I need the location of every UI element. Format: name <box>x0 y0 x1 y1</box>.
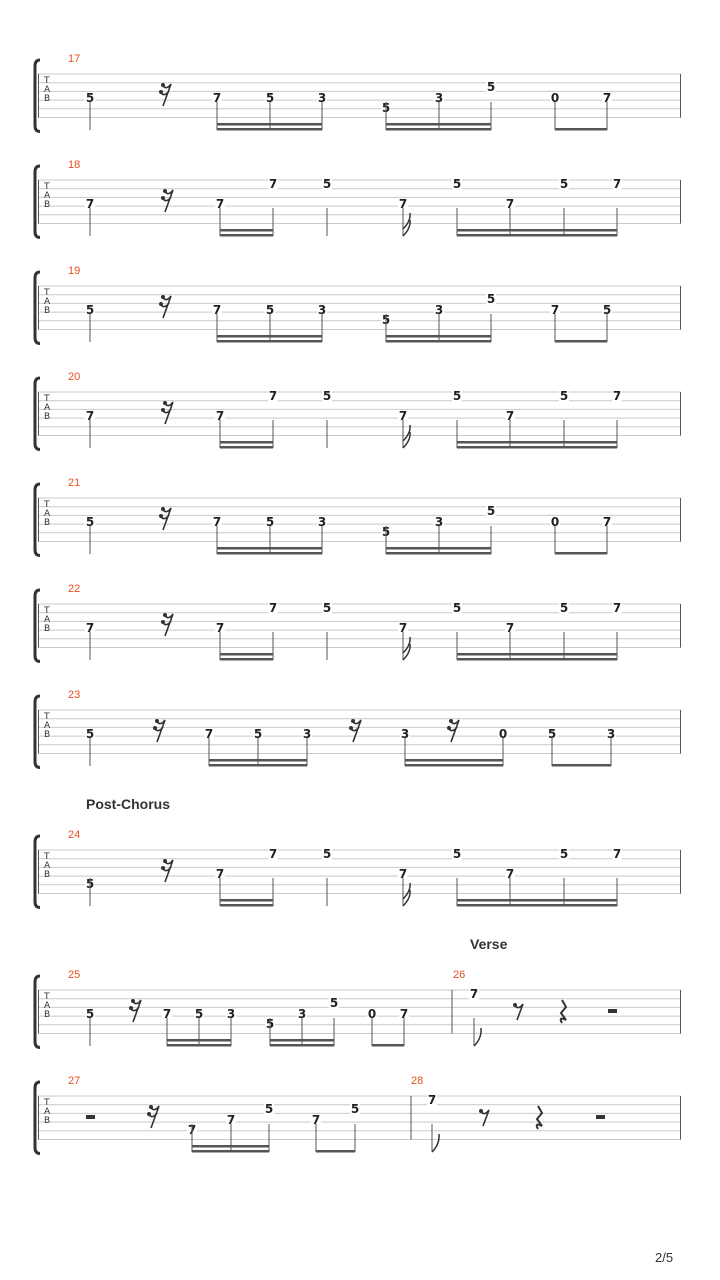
fret-number: 7 <box>427 1093 437 1107</box>
fret-number: 5 <box>265 1017 275 1031</box>
fret-number: 5 <box>559 601 569 615</box>
sixteenth-rest <box>161 296 171 318</box>
fret-number: 7 <box>212 91 222 105</box>
tab-system <box>35 159 681 238</box>
measure-number: 23 <box>68 689 81 701</box>
beam <box>220 234 273 237</box>
beam <box>457 234 617 237</box>
measure-number: 19 <box>68 265 81 277</box>
fret-number: 5 <box>253 727 263 741</box>
beam <box>270 1044 334 1047</box>
measure-number: 17 <box>68 53 81 65</box>
fret-number: 5 <box>329 996 339 1010</box>
fret-number: 5 <box>559 847 569 861</box>
tab-clef-letter: A <box>44 1107 51 1117</box>
measure-number: 26 <box>453 969 466 981</box>
beam <box>457 653 617 656</box>
beam <box>192 1145 269 1148</box>
fret-number: 3 <box>606 727 616 741</box>
beam <box>167 1039 231 1042</box>
fret-number: 0 <box>498 727 508 741</box>
tab-system <box>35 583 681 662</box>
fret-number: 3 <box>226 1007 236 1021</box>
fret-number: 0 <box>550 91 560 105</box>
beam <box>220 446 273 449</box>
tab-clef-letter: T <box>44 500 50 510</box>
fret-number: 5 <box>322 601 332 615</box>
beam <box>457 446 617 449</box>
beam <box>217 547 322 550</box>
fret-number: 5 <box>85 1007 95 1021</box>
tab-clef-letter: T <box>44 288 50 298</box>
half-rest <box>596 1115 605 1119</box>
tab-clef-letter: T <box>44 182 50 192</box>
fret-number: 5 <box>264 1102 274 1116</box>
fret-number: 7 <box>505 197 515 211</box>
beam <box>386 123 491 126</box>
page-number: 2/5 <box>655 1250 674 1265</box>
section-label: Post-Chorus <box>86 796 170 812</box>
fret-number: 5 <box>486 292 496 306</box>
quarter-rest <box>537 1106 542 1129</box>
fret-number: 7 <box>204 727 214 741</box>
tab-clef-letter: T <box>44 992 50 1002</box>
sixteenth-rest <box>449 720 459 742</box>
quarter-rest <box>561 1000 566 1023</box>
beam <box>386 340 491 343</box>
beam <box>192 1150 269 1153</box>
tab-clef-letter: B <box>44 730 51 740</box>
beam <box>552 764 611 767</box>
beam <box>220 229 273 232</box>
fret-number: 5 <box>194 1007 204 1021</box>
fret-number: 7 <box>505 409 515 423</box>
beam <box>217 340 322 343</box>
rest-dot <box>163 189 167 193</box>
measure-number: 28 <box>411 1075 424 1087</box>
measure-number: 21 <box>68 477 81 489</box>
fret-number: 5 <box>559 389 569 403</box>
system-bracket <box>35 484 40 556</box>
beam <box>457 904 617 907</box>
fret-number: 5 <box>265 515 275 529</box>
fret-number: 5 <box>452 601 462 615</box>
measure-number: 27 <box>68 1075 81 1087</box>
fret-number: 7 <box>311 1113 321 1127</box>
system-bracket <box>35 976 40 1048</box>
rest-dot <box>161 83 165 87</box>
tab-system <box>35 969 681 1048</box>
fret-number: 7 <box>215 409 225 423</box>
fret-number: 5 <box>265 91 275 105</box>
beam <box>457 229 617 232</box>
beam <box>457 441 617 444</box>
rest-dot <box>159 90 163 94</box>
fret-number: 7 <box>215 197 225 211</box>
fret-number: 7 <box>612 601 622 615</box>
tab-system <box>35 477 681 556</box>
fret-number: 7 <box>215 621 225 635</box>
tab-clef-letter: A <box>44 721 51 731</box>
fret-number: 7 <box>612 177 622 191</box>
measure-number: 18 <box>68 159 81 171</box>
fret-number: 7 <box>612 847 622 861</box>
fret-number: 5 <box>486 80 496 94</box>
rest-dot <box>159 302 163 306</box>
fret-number: 7 <box>612 389 622 403</box>
rest-dot <box>479 1109 483 1113</box>
beam <box>270 1039 334 1042</box>
beam <box>457 658 617 661</box>
rest-dot <box>131 999 135 1003</box>
fret-number: 5 <box>381 525 391 539</box>
rest-dot <box>513 1003 517 1007</box>
rest-dot <box>163 613 167 617</box>
tab-clef-letter: A <box>44 403 51 413</box>
rest-dot <box>161 295 165 299</box>
beam <box>386 547 491 550</box>
measure-number: 22 <box>68 583 81 595</box>
beam <box>405 759 503 762</box>
fret-number: 5 <box>85 91 95 105</box>
system-bracket <box>35 836 40 908</box>
rest-dot <box>163 859 167 863</box>
fret-number: 7 <box>398 867 408 881</box>
fret-number: 7 <box>602 91 612 105</box>
fret-number: 5 <box>322 177 332 191</box>
rest-dot <box>447 726 451 730</box>
beam <box>555 552 607 555</box>
beam <box>220 904 273 907</box>
rest-dot <box>149 1105 153 1109</box>
rest-dot <box>161 196 165 200</box>
tab-clef-letter: B <box>44 624 51 634</box>
fret-number: 7 <box>469 987 479 1001</box>
measure-number: 20 <box>68 371 81 383</box>
fret-number: 7 <box>268 601 278 615</box>
tab-system <box>35 53 681 132</box>
fret-number: 7 <box>187 1123 197 1137</box>
system-bracket <box>35 60 40 132</box>
tab-clef-letter: A <box>44 861 51 871</box>
tab-clef-letter: T <box>44 606 50 616</box>
fret-number: 7 <box>212 515 222 529</box>
fret-number: 3 <box>297 1007 307 1021</box>
rest-dot <box>163 401 167 405</box>
tab-clef-letter: B <box>44 1010 51 1020</box>
beam <box>217 128 322 131</box>
fret-number: 5 <box>350 1102 360 1116</box>
rest-dot <box>153 726 157 730</box>
fret-number: 7 <box>162 1007 172 1021</box>
sixteenth-rest <box>163 190 173 212</box>
tab-clef-letter: A <box>44 85 51 95</box>
beam <box>217 552 322 555</box>
tab-system <box>35 689 681 768</box>
tab-system <box>35 829 681 908</box>
rest-dot <box>351 719 355 723</box>
fret-number: 5 <box>265 303 275 317</box>
beam <box>209 764 307 767</box>
tab-clef-letter: T <box>44 76 50 86</box>
fret-number: 7 <box>268 389 278 403</box>
beam <box>220 658 273 661</box>
beam <box>220 441 273 444</box>
tab-system <box>35 265 681 344</box>
fret-number: 3 <box>434 91 444 105</box>
tab-clef-letter: A <box>44 615 51 625</box>
fret-number: 5 <box>452 389 462 403</box>
fret-number: 5 <box>602 303 612 317</box>
rest-dot <box>161 866 165 870</box>
fret-number: 5 <box>547 727 557 741</box>
section-label: Verse <box>470 936 508 952</box>
fret-number: 7 <box>85 197 95 211</box>
fret-number: 7 <box>398 197 408 211</box>
sixteenth-rest <box>163 614 173 636</box>
fret-number: 5 <box>452 177 462 191</box>
fret-number: 3 <box>317 303 327 317</box>
fret-number: 7 <box>268 177 278 191</box>
fret-number: 5 <box>85 877 95 891</box>
tab-clef-letter: A <box>44 297 51 307</box>
rest-dot <box>147 1112 151 1116</box>
system-bracket <box>35 166 40 238</box>
fret-number: 7 <box>602 515 612 529</box>
fret-number: 7 <box>505 621 515 635</box>
fret-number: 3 <box>317 91 327 105</box>
sixteenth-rest <box>161 508 171 530</box>
fret-number: 7 <box>215 867 225 881</box>
tab-system <box>35 1075 681 1154</box>
beam <box>209 759 307 762</box>
sixteenth-rest <box>161 84 171 106</box>
sixteenth-rest <box>163 402 173 424</box>
system-bracket <box>35 696 40 768</box>
beam <box>555 340 607 343</box>
beam <box>555 128 607 131</box>
fret-number: 5 <box>486 504 496 518</box>
tab-clef-letter: B <box>44 1116 51 1126</box>
fret-number: 7 <box>212 303 222 317</box>
half-rest <box>608 1009 617 1013</box>
fret-number: 5 <box>85 303 95 317</box>
tab-clef-letter: B <box>44 870 51 880</box>
sixteenth-rest <box>149 1106 159 1128</box>
tab-clef-letter: T <box>44 394 50 404</box>
rest-dot <box>161 620 165 624</box>
tab-clef-letter: A <box>44 191 51 201</box>
rest-dot <box>161 408 165 412</box>
beam <box>167 1044 231 1047</box>
measure-number: 24 <box>68 829 81 841</box>
tab-system <box>35 371 681 450</box>
fret-number: 5 <box>322 847 332 861</box>
fret-number: 7 <box>399 1007 409 1021</box>
beam <box>217 335 322 338</box>
fret-number: 3 <box>434 303 444 317</box>
rest-dot <box>161 507 165 511</box>
beam <box>220 653 273 656</box>
beam <box>220 899 273 902</box>
tab-clef-letter: B <box>44 94 51 104</box>
fret-number: 5 <box>559 177 569 191</box>
beam <box>386 128 491 131</box>
tab-clef-letter: T <box>44 1098 50 1108</box>
sixteenth-rest <box>163 860 173 882</box>
system-bracket <box>35 1082 40 1154</box>
measure-number: 25 <box>68 969 81 981</box>
system-bracket <box>35 272 40 344</box>
fret-number: 5 <box>85 515 95 529</box>
tab-clef-letter: T <box>44 852 50 862</box>
fret-number: 7 <box>85 409 95 423</box>
fret-number: 5 <box>381 101 391 115</box>
sixteenth-rest <box>351 720 361 742</box>
rest-dot <box>155 719 159 723</box>
fret-number: 7 <box>85 621 95 635</box>
fret-number: 0 <box>367 1007 377 1021</box>
tab-clef-letter: B <box>44 518 51 528</box>
beam <box>372 1044 404 1047</box>
fret-number: 0 <box>550 515 560 529</box>
tab-clef-letter: B <box>44 306 51 316</box>
fret-number: 7 <box>550 303 560 317</box>
rest-dot <box>159 514 163 518</box>
fret-number: 5 <box>381 313 391 327</box>
system-bracket <box>35 590 40 662</box>
sixteenth-rest <box>131 1000 141 1022</box>
fret-number: 3 <box>400 727 410 741</box>
tab-clef-letter: B <box>44 412 51 422</box>
beam <box>457 899 617 902</box>
fret-number: 7 <box>398 409 408 423</box>
fret-number: 7 <box>268 847 278 861</box>
note-flag <box>474 1028 481 1046</box>
tab-clef-letter: T <box>44 712 50 722</box>
note-flag <box>432 1134 439 1152</box>
fret-number: 5 <box>452 847 462 861</box>
fret-number: 3 <box>302 727 312 741</box>
fret-number: 3 <box>317 515 327 529</box>
rest-dot <box>349 726 353 730</box>
beam <box>386 335 491 338</box>
fret-number: 7 <box>398 621 408 635</box>
half-rest <box>86 1115 95 1119</box>
rest-dot <box>449 719 453 723</box>
fret-number: 5 <box>322 389 332 403</box>
sixteenth-rest <box>155 720 165 742</box>
fret-number: 5 <box>85 727 95 741</box>
rest-dot <box>129 1006 133 1010</box>
beam <box>386 552 491 555</box>
system-bracket <box>35 378 40 450</box>
beam <box>217 123 322 126</box>
fret-number: 7 <box>226 1113 236 1127</box>
fret-number: 3 <box>434 515 444 529</box>
beam <box>405 764 503 767</box>
tab-clef-letter: A <box>44 1001 51 1011</box>
tab-clef-letter: B <box>44 200 51 210</box>
beam <box>316 1150 355 1153</box>
fret-number: 7 <box>505 867 515 881</box>
tab-clef-letter: A <box>44 509 51 519</box>
